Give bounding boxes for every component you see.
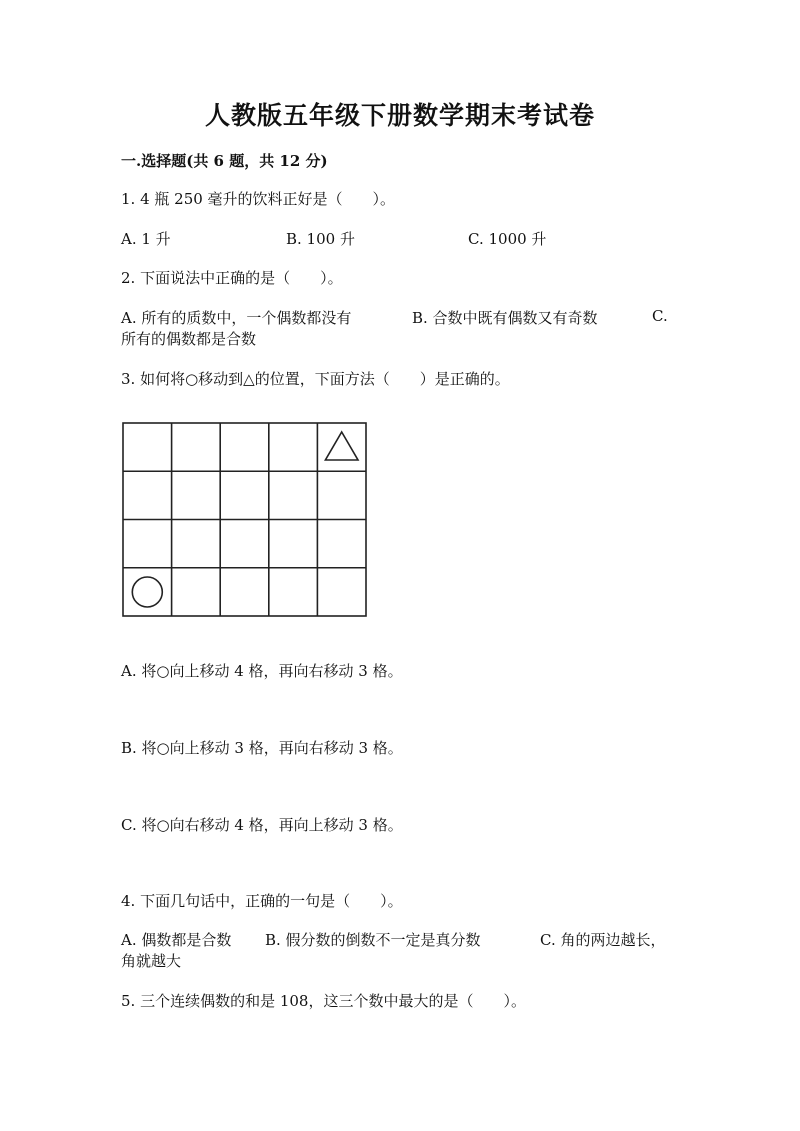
q3-option-c: C. 将○向右移动 4 格，再向上移动 3 格。 bbox=[121, 816, 403, 834]
q4-option-c-text: 角就越大 bbox=[121, 952, 182, 970]
q4-option-b: B. 假分数的倒数不一定是真分数 bbox=[265, 931, 481, 949]
q2-option-c-text: 所有的偶数都是合数 bbox=[121, 330, 257, 348]
triangle-shape bbox=[325, 432, 358, 460]
question-1: 1. 4 瓶 250 毫升的饮料正好是（ ）。 bbox=[121, 190, 396, 208]
q3-option-b: B. 将○向上移动 3 格，再向右移动 3 格。 bbox=[121, 739, 403, 757]
q4-option-a: A. 偶数都是合数 bbox=[121, 931, 232, 949]
q3-option-a: A. 将○向上移动 4 格，再向右移动 3 格。 bbox=[121, 662, 403, 680]
grid-figure bbox=[122, 422, 368, 618]
question-5: 5. 三个连续偶数的和是 108，这三个数中最大的是（ ）。 bbox=[121, 992, 526, 1010]
question-4: 4. 下面几句话中，正确的一句是（ ）。 bbox=[121, 892, 403, 910]
grid-svg bbox=[122, 422, 368, 618]
page-title: 人教版五年级下册数学期末考试卷 bbox=[204, 101, 595, 130]
circle-shape bbox=[132, 577, 162, 607]
q1-option-c: C. 1000 升 bbox=[468, 230, 547, 248]
q1-option-b: B. 100 升 bbox=[286, 230, 355, 248]
section-heading: 一.选择题(共 6 题，共 12 分) bbox=[121, 152, 328, 170]
question-3: 3. 如何将○移动到△的位置，下面方法（ ）是正确的。 bbox=[121, 370, 510, 388]
q4-option-c: C. 角的两边越长， bbox=[540, 931, 666, 949]
q2-option-a: A. 所有的质数中，一个偶数都没有 bbox=[121, 309, 352, 327]
q2-option-b: B. 合数中既有偶数又有奇数 bbox=[412, 309, 598, 327]
q2-option-c: C. bbox=[652, 307, 668, 325]
q1-option-a: A. 1 升 bbox=[121, 230, 171, 248]
question-2: 2. 下面说法中正确的是（ ）。 bbox=[121, 269, 343, 287]
